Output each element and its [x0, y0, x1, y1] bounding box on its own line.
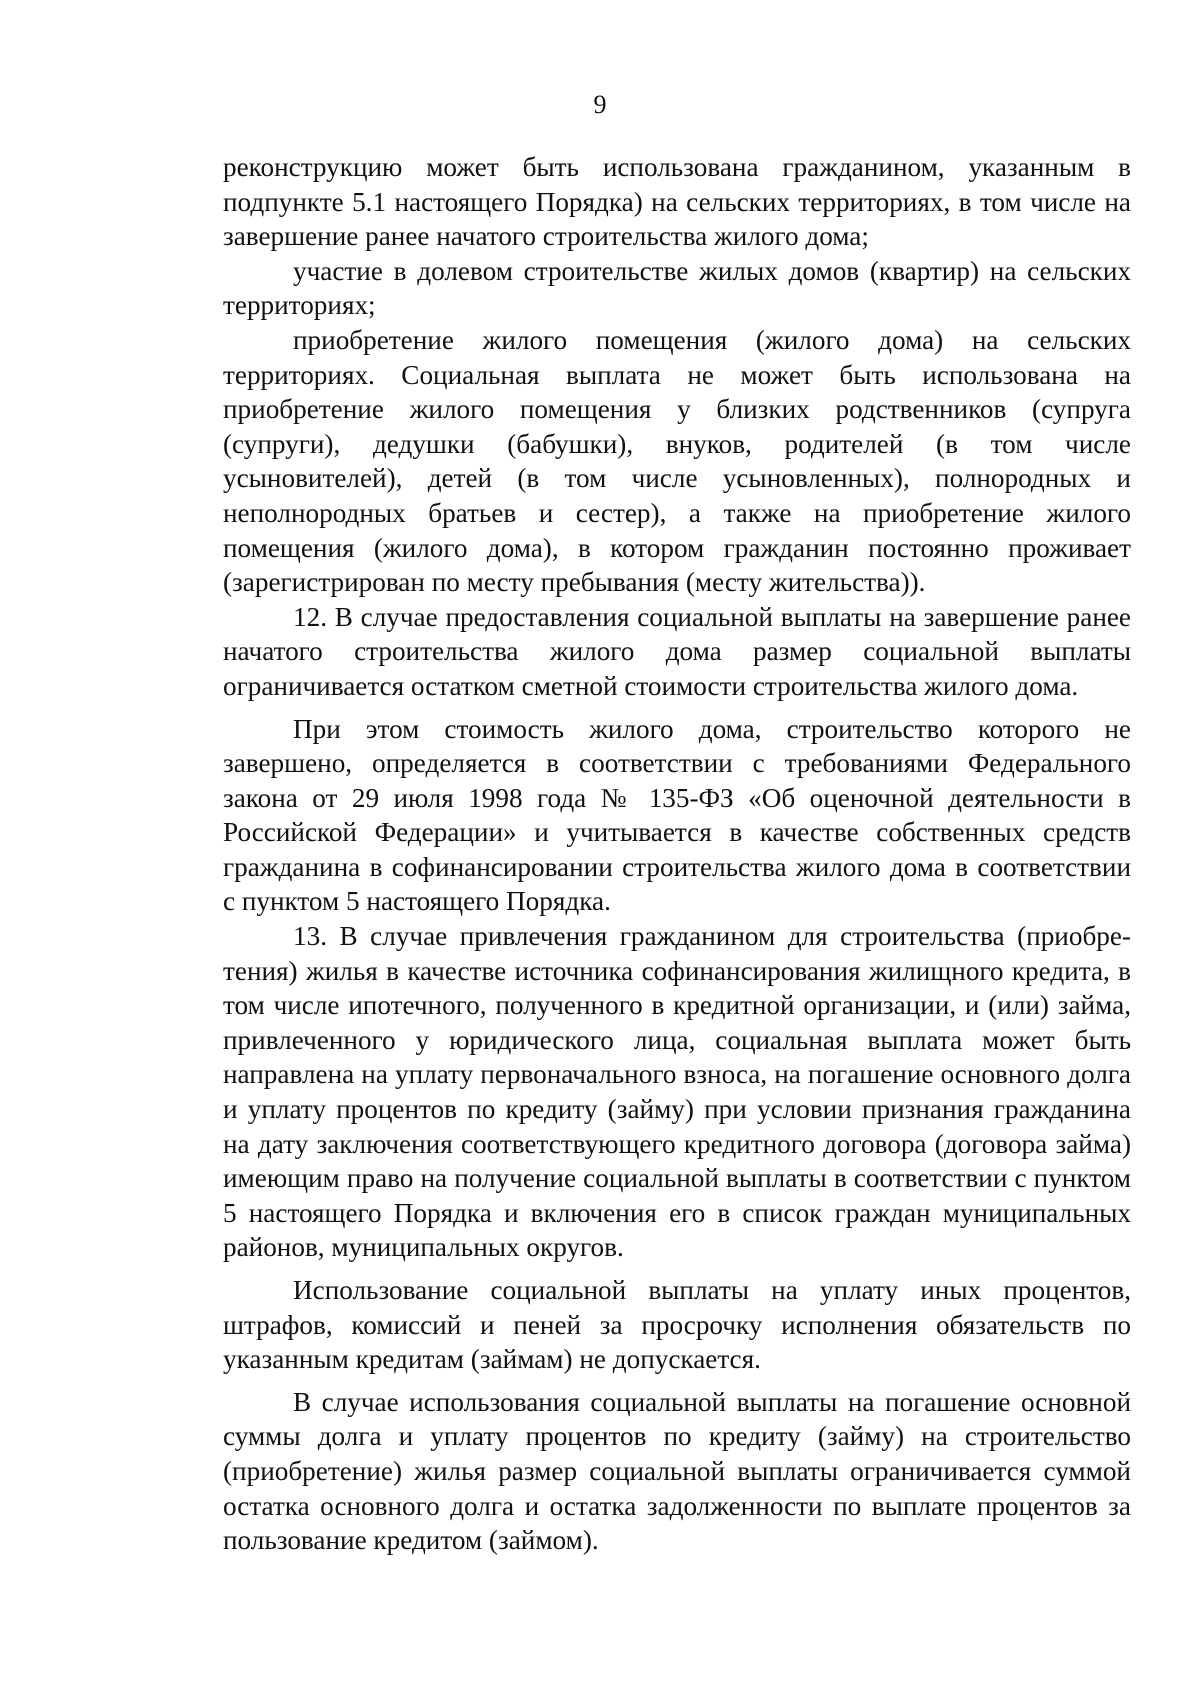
- paragraph-debt-repayment: В случае использования социальной выплаты на погашение основной суммы долга и уплату процентов по кредиту (займу) на строительство (приобретение) жилья размер социальной выплаты ограничивается суммой остатка основного долга и остатка задолженности по выплате процентов за пользование кредитом (займом).: [223, 1386, 1131, 1556]
- paragraph-item-13: 13. В случае привлечения гражданином для строительства (приобре-тения) жилья в качестве источника софинансирования жилищного кредита, в том числе ипотечного, полученного в кредитной организации, и (или) займа, привлеченного у юридического лица, социальная выплата может быть направлена на уплату первоначального взноса, на погашение основного долга и уплату процентов по кредиту (займу) при условии признания гражданина на дату заключения соответствующего кредитного договора (договора займа) имеющим право на получение социальной выплаты в соответствии с пунктом 5 настоящего Порядка и включения его в список граждан муниципальных районов, муниципальных округов.: [223, 921, 1131, 1263]
- page-number: 9: [593, 90, 607, 119]
- paragraph-continuation: реконструкцию может быть использована гражданином, указанным в подпункте 5.1 настоящего Порядка) на сельских территориях, в том числе на завершение ранее начатого строительства жилого дома;: [223, 152, 1131, 252]
- paragraph-purchase-housing: приобретение жилого помещения (жилого дома) на сельских территориях. Социальная выплата не может быть использована на приобретение жилого помещения у близких родственников (супруга (супруги), дедушки (бабушки), внуков, родителей (в том числе усыновителей), детей (в том числе усыновленных), полнородных и неполнородных братьев и сестер), а также на приобретение жилого помещения (жилого дома), в котором гражданин постоянно проживает (зарегистрирован по месту пребывания (месту жительства)).: [223, 324, 1131, 598]
- paragraph-house-cost: При этом стоимость жилого дома, строительство которого не завершено, определяется в соответствии с требованиями Федерального закона от 29 июля 1998 года № 135-ФЗ «Об оценочной деятельности в Российской Федерации» и учитывается в качестве собственных средств гражданина в софинансировании строительства жилого дома в соответствии с пунктом 5 настоящего Порядка.: [223, 713, 1131, 917]
- paragraph-shared-construction: участие в долевом строительстве жилых домов (квартир) на сельских территориях;: [223, 255, 1131, 321]
- paragraph-other-interest: Использование социальной выплаты на уплату иных процентов, штрафов, комиссий и пеней за просрочку исполнения обязательств по указанным кредитам (займам) не допускается.: [223, 1275, 1131, 1375]
- paragraph-item-12: 12. В случае предоставления социальной выплаты на завершение ранее начатого строительства жилого дома размер социальной выплаты ограничивается остатком сметной стоимости строительства жилого дома.: [223, 601, 1131, 701]
- document-body: [223, 150, 1131, 1558]
